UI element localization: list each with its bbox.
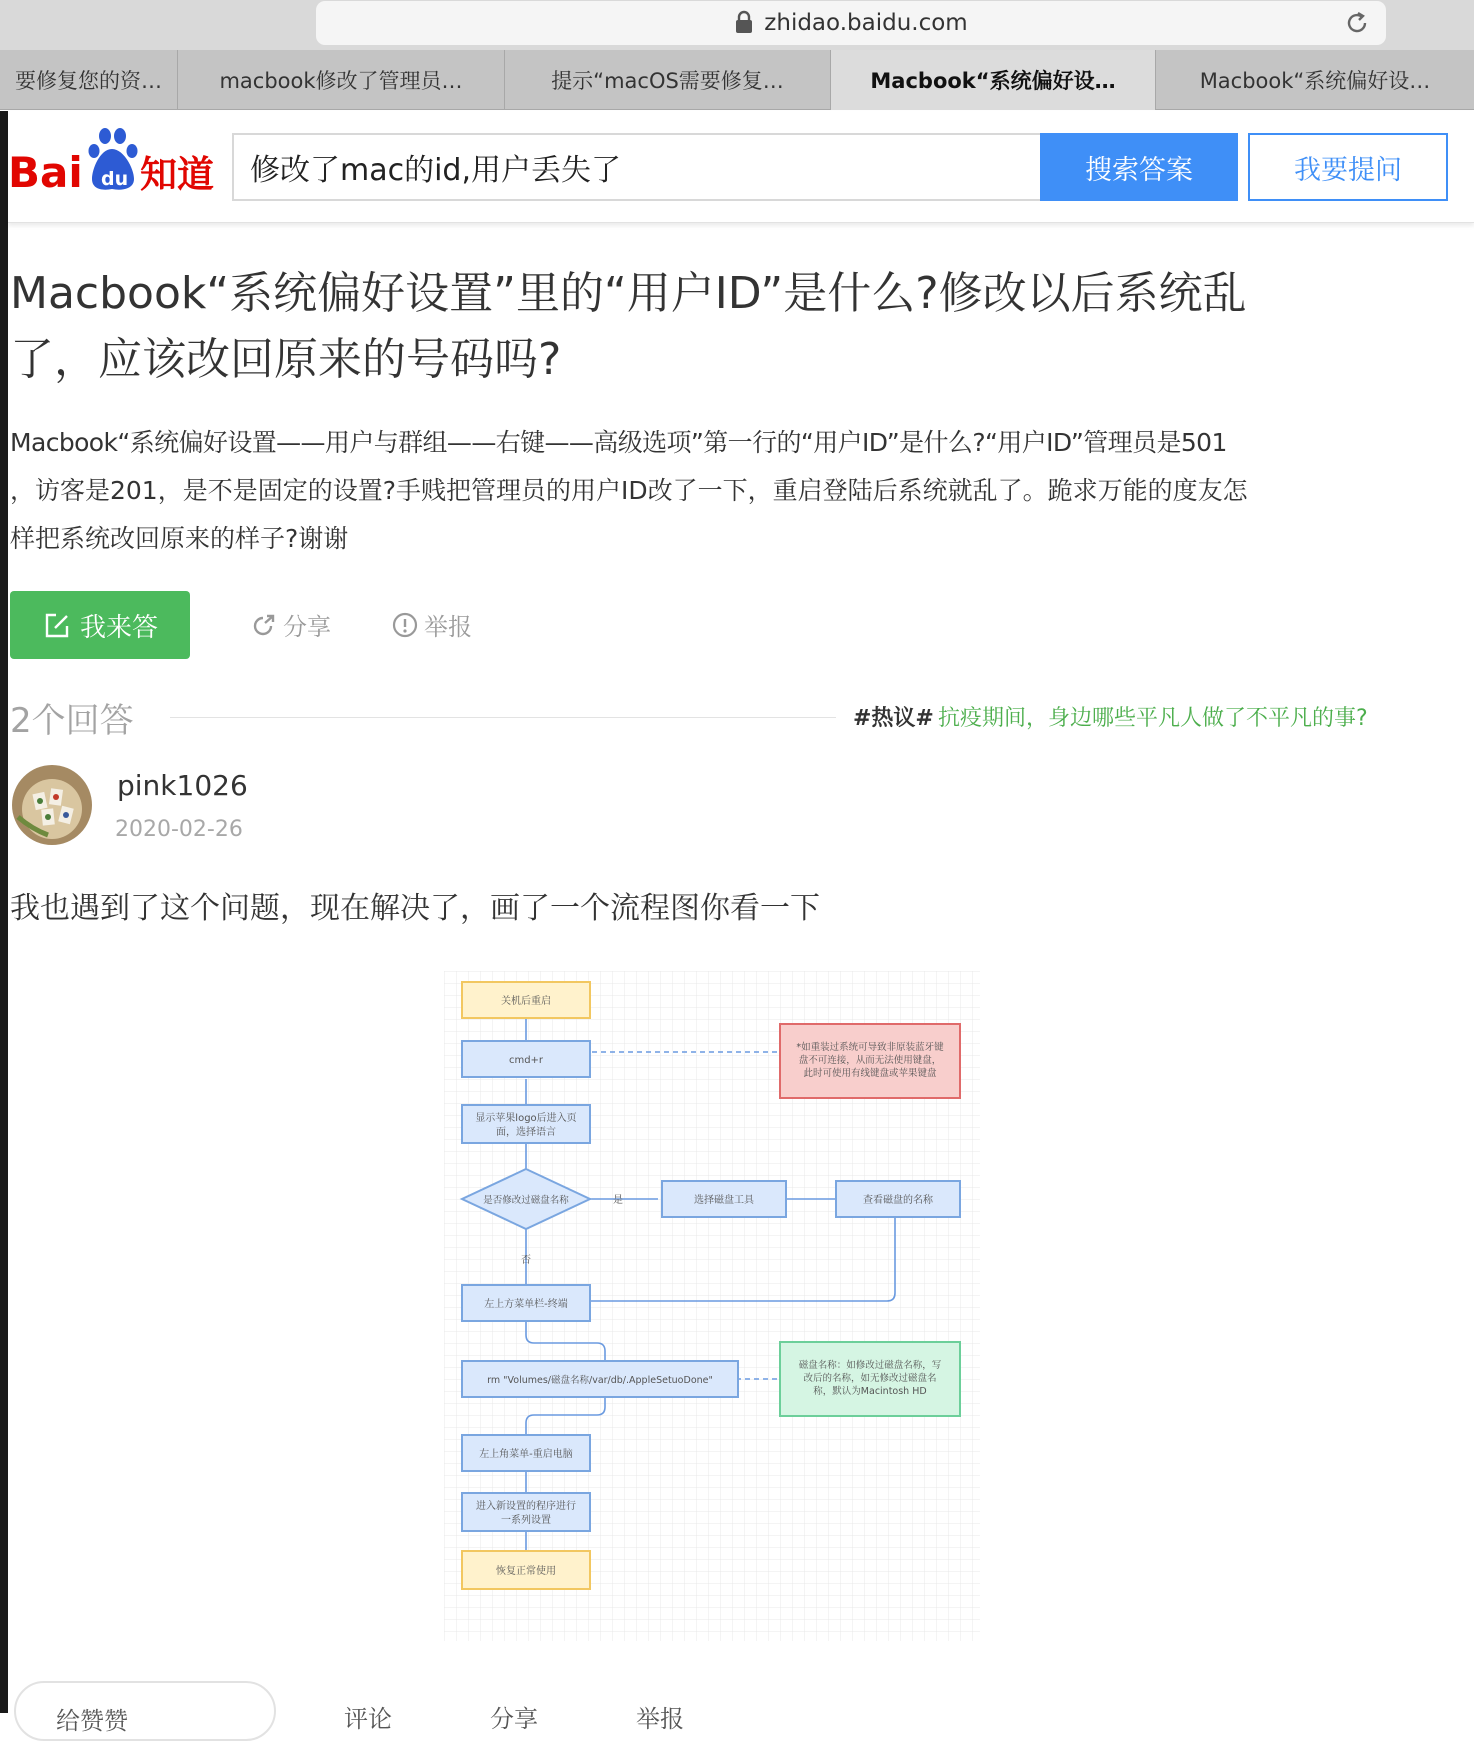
report-action[interactable]: 举报 [392, 607, 472, 642]
share-icon [251, 612, 277, 638]
svg-text:du: du [101, 168, 129, 190]
search-answers-button[interactable]: 搜索答案 [1040, 133, 1238, 201]
like-button[interactable]: 给赞赞 [14, 1681, 276, 1741]
node-setup-line2: 一系列设置 [501, 1515, 551, 1526]
node-view-disk-name: 查看磁盘的名称 [863, 1195, 933, 1206]
divider [170, 717, 836, 718]
answer-text: 我也遇到了这个问题，现在解决了，画了一个流程图你看一下 [10, 891, 820, 926]
node-cmd-r: cmd+r [508, 1055, 544, 1066]
hot-topic-tag: #热议# [853, 706, 934, 731]
label-yes: 是 [613, 1195, 623, 1206]
answer-button[interactable]: 我来答 [10, 591, 190, 659]
label-no: 否 [521, 1255, 531, 1266]
node-apple-logo-line1: 显示苹果logo后进入页 [475, 1113, 577, 1124]
lock-icon [734, 10, 756, 36]
svg-text:知道: 知道 [140, 153, 214, 196]
url-text: zhidao.baidu.com [764, 10, 968, 36]
note-keyboard-line2: 盘不可连接，从而无法使用键盘， [798, 1055, 942, 1066]
comment-action[interactable]: 评论 [344, 1705, 392, 1733]
search-input[interactable]: 修改了mac的id,用户丢失了 [232, 133, 1040, 201]
answer-actions-bar [12, 1681, 1472, 1735]
tab-3[interactable]: 提示“macOS需要修复… [505, 50, 831, 110]
note-keyboard-line1: *如重装过系统可导致非原装蓝牙键 [796, 1042, 944, 1053]
note-keyboard-line3: 此时可使用有线键盘或苹果键盘 [803, 1068, 937, 1079]
node-disk-utility: 选择磁盘工具 [694, 1195, 754, 1206]
share-action[interactable]: 分享 [251, 607, 331, 642]
note-disk-name-line2: 改后的名称，如无修改过磁盘名 [803, 1373, 937, 1384]
tab-1[interactable]: 要修复您的资… [0, 50, 178, 110]
page-content [0, 111, 1474, 1735]
share-answer-action[interactable]: 分享 [490, 1705, 538, 1733]
node-terminal: 左上方菜单栏-终端 [484, 1299, 568, 1310]
tab-2[interactable]: macbook修改了管理员… [178, 50, 505, 110]
answer-username[interactable]: pink1026 [117, 769, 248, 802]
tab-strip [0, 50, 1474, 110]
address-bar[interactable] [316, 1, 1386, 45]
node-reboot: 左上角菜单-重启电脑 [479, 1449, 573, 1460]
svg-text:Bai: Bai [8, 148, 83, 197]
node-setup-line1: 进入新设置的程序进行 [476, 1501, 576, 1512]
node-restart: 关机后重启 [501, 996, 551, 1007]
note-disk-name-line1: 磁盘名称：如修改过磁盘名称，写 [798, 1360, 942, 1371]
answer-count: 2个回答 [10, 701, 134, 741]
node-apple-logo-line2: 面，选择语言 [496, 1127, 556, 1138]
node-disk-renamed: 是否修改过磁盘名称 [483, 1195, 569, 1206]
report-answer-action[interactable]: 举报 [636, 1705, 684, 1733]
node-rm-command: rm "Volumes/磁盘名称/var/db/.AppleSetuoDone" [487, 1375, 713, 1386]
hot-topic-link[interactable]: 抗疫期间，身边哪些平凡人做了不平凡的事? [938, 706, 1368, 731]
report-icon [392, 612, 418, 638]
note-disk-name-line3: 称，默认为Macintosh HD [813, 1386, 927, 1397]
question-description: Macbook“系统偏好设置——用户与群组——右键——高级选项”第一行的“用户ID”是什么?“用户ID”管理员是501 ，访客是201，是不是固定的设置?手贱把管理员的用户ID改了一下，重启登陆后系统就乱了。跪求万能的度友怎 样把系统改回原来的样子?谢谢 [10, 428, 1248, 553]
avatar[interactable] [12, 765, 92, 845]
site-header [8, 111, 1474, 223]
question-title: Macbook“系统偏好设置”里的“用户ID”是什么?修改以后系统乱 了，应该改回原来的号码吗? [10, 268, 1247, 385]
ask-question-button[interactable]: 我要提问 [1248, 133, 1448, 201]
node-restored: 恢复正常使用 [496, 1566, 556, 1577]
reload-icon[interactable] [1344, 10, 1370, 36]
browser-toolbar [0, 0, 1474, 50]
flowchart-image[interactable] [444, 971, 980, 1641]
baidu-zhidao-logo[interactable] [8, 127, 223, 201]
edit-icon [42, 610, 72, 640]
tab-4-active[interactable]: Macbook“系统偏好设… [831, 50, 1156, 110]
tab-5[interactable]: Macbook“系统偏好设… [1199, 69, 1431, 93]
answer-date: 2020-02-26 [115, 817, 243, 842]
